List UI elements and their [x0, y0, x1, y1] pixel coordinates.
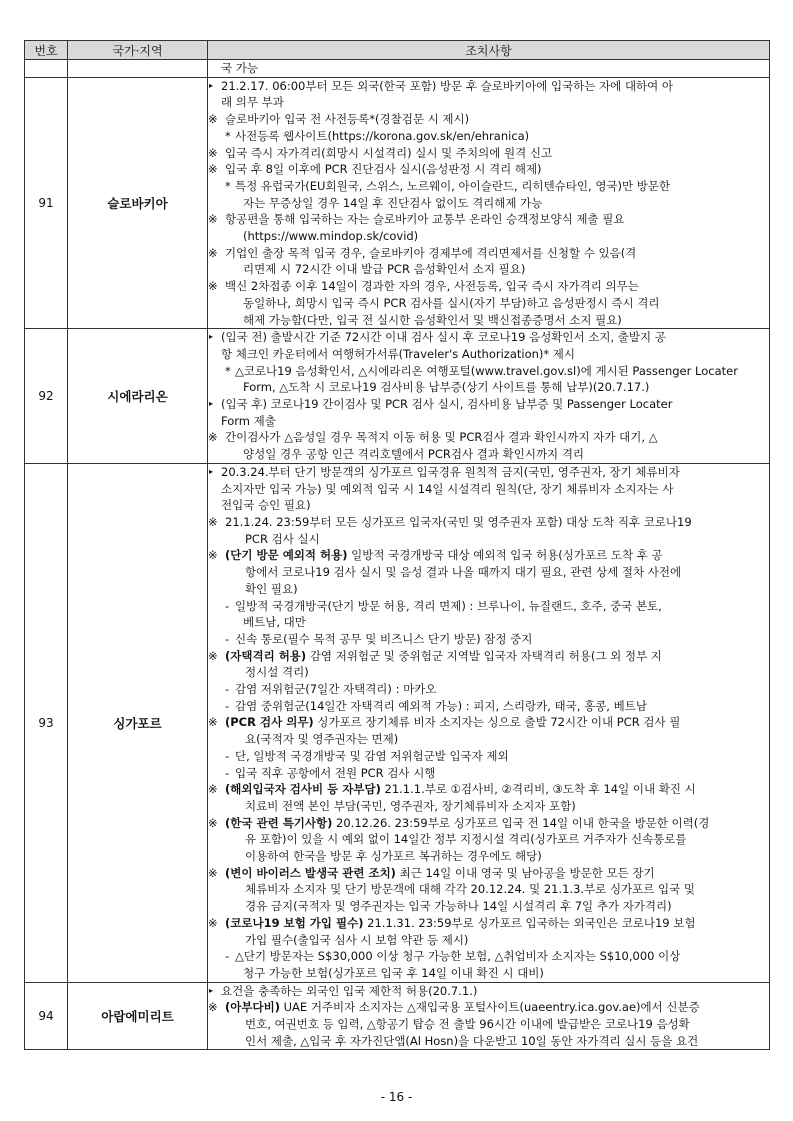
measure-text: (https://www.mindop.sk/covid): [243, 229, 419, 244]
dash-mark-icon: -: [225, 698, 230, 713]
measure-text: 감염 중위험군(14일간 자택격리 예외적 가능) : 피지, 스리랑카, 태국, 홍콩, 베트남: [235, 698, 647, 713]
measure-text: 입국 후 8일 이후에 PCR 진단검사 실시(음성판정 시 격리 해제): [225, 162, 542, 177]
measure-text: 신속 통로(필수 목적 공무 및 비즈니스 단기 방문) 잠정 중지: [235, 631, 533, 646]
row-number: 94: [25, 982, 68, 1050]
dash-mark-icon: -: [225, 598, 230, 613]
measure-text: (입국 후) 코로나19 간이검사 및 PCR 검사 실시, 검사비용 납부증 및 Passenger Locater: [221, 397, 673, 412]
bold-heading: (아부다비): [225, 1000, 280, 1015]
measure-text: 백신 2차접종 이후 14일이 경과한 자의 경우, 사전등록, 입국 즉시 자가격리 의무는: [225, 279, 639, 294]
measure-text: 자는 무증상일 경우 14일 후 진단검사 없이도 격리해제 가능: [243, 195, 543, 210]
reference-mark-icon: ※: [208, 548, 218, 563]
measure-text: 21.2.17. 06:00부터 모든 외국(한국 포함) 방문 후 슬로바키아에 입국하는 자에 대하여 아: [221, 78, 674, 93]
bold-heading: (자택격리 허용): [225, 648, 307, 663]
asterisk-mark-icon: *: [225, 178, 231, 193]
measure-text: 항공편을 통해 입국하는 자는 슬로바키아 교통부 온라인 승객정보양식 제출 필요: [225, 212, 625, 227]
reference-mark-icon: ※: [208, 514, 218, 529]
measure-text: 청구 가능한 보험(싱가포르 입국 후 14일 이내 확진 시 대비): [243, 965, 544, 980]
triangle-bullet-icon: ▸: [209, 466, 214, 476]
country-name: 아랍에미리트: [68, 982, 208, 1050]
triangle-bullet-icon: ▸: [209, 80, 214, 90]
measures-table: [24, 40, 770, 1050]
dash-mark-icon: -: [225, 748, 230, 763]
row-number: 91: [25, 77, 68, 329]
measure-text: 21.1.31. 23:59부로 싱가포르 입국하는 외국인은 코로나19 보험: [363, 915, 696, 930]
measure-text: (입국 전) 출발시간 기준 72시간 이내 검사 실시 후 코로나19 음성확인서 소지, 출발지 공: [221, 330, 666, 345]
measure-text: 사전등록 웹사이트(https://korona.gov.sk/en/ehranica): [235, 128, 530, 143]
measures-cell: [208, 463, 770, 982]
measure-text: 동일하나, 희망시 입국 즉시 PCR 검사를 실시(자기 부담)하고 음성판정시 즉시 격리: [243, 295, 660, 310]
measure-text: 감염 저위험군 및 중위험군 지역발 입국자 자택격리 허용(그 외 정부 지: [306, 648, 662, 663]
page-number: - 16 -: [380, 1090, 413, 1104]
measure-text: 21.1.24. 23:59부터 모든 싱가포르 입국자(국민 및 영주권자 포함) 대상 도착 직후 코로나19: [225, 514, 692, 529]
reference-mark-icon: ※: [208, 279, 218, 294]
measure-text: PCR 검사 실시: [245, 531, 320, 546]
measure-text: 단, 일방적 국경개방국 및 감염 저위험군발 입국자 제외: [235, 748, 509, 763]
dash-mark-icon: -: [225, 631, 230, 646]
reference-mark-icon: ※: [208, 915, 218, 930]
reference-mark-icon: ※: [208, 1000, 218, 1015]
reference-mark-icon: ※: [208, 112, 218, 127]
measure-text: 감염 저위험군(7일간 자택격리) : 마카오: [235, 682, 437, 697]
table-row: [25, 77, 770, 329]
measures-cell: [208, 329, 770, 464]
reference-mark-icon: ※: [208, 245, 218, 260]
measure-text: 항에서 코로나19 검사 실시 및 음성 결과 나올 때까지 대기 필요, 관련 상세 절차 사전에: [245, 565, 682, 580]
measure-text: 간이검사가 △음성일 경우 목적지 이동 허용 및 PCR검사 결과 확인시까지 자가 대기, △: [225, 430, 658, 445]
measure-text: 리면제 시 72시간 이내 발급 PCR 음성확인서 소지 필요): [243, 262, 526, 277]
measure-text: 정시설 격리): [245, 665, 309, 680]
measure-text: 21.1.1.부로 ①검사비, ②격리비, ③도착 후 14일 이내 확진 시: [380, 782, 696, 797]
measure-text: Form, △도착 시 코로나19 검사비용 납부증(상기 사이트를 통해 납부)(20.7.17.): [243, 380, 650, 395]
measure-text: △단기 방문자는 S$30,000 이상 청구 가능한 보험, △취업비자 소지자는 S$10,000 이상: [235, 949, 681, 964]
reference-mark-icon: ※: [208, 145, 218, 160]
reference-mark-icon: ※: [208, 782, 218, 797]
measure-text: 확인 필요): [245, 581, 298, 596]
table-row: [25, 463, 770, 982]
measure-text: 싱가포르 장기체류 비자 소지자는 싱으로 출발 72시간 이내 PCR 검사 필: [313, 715, 681, 730]
bold-heading: (PCR 검사 의무): [225, 715, 314, 730]
dash-mark-icon: -: [225, 765, 230, 780]
measure-text: 체류비자 소지자 및 단기 방문객에 대해 각각 20.12.24. 및 21.1.3.부로 싱가포르 입국 및: [245, 882, 696, 897]
bold-heading: (변이 바이러스 발생국 관련 조치): [225, 865, 396, 880]
bold-heading: (단기 방문 예외적 허용): [225, 548, 348, 563]
bold-heading: (해외입국자 검사비 등 자부담): [225, 782, 381, 797]
measure-text: Form 제출: [221, 413, 276, 428]
measure-text: 입국 즉시 자가격리(희망시 시설격리) 실시 및 주치의에 원격 신고: [225, 145, 553, 160]
measure-text: 입국 직후 공항에서 전원 PCR 검사 시행: [235, 765, 436, 780]
measure-text: 해제 가능함(다만, 입국 전 실시한 음성확인서 및 백신접종증명서 소지 필요): [243, 312, 622, 327]
asterisk-mark-icon: *: [225, 363, 231, 378]
dash-mark-icon: -: [225, 682, 230, 697]
bold-heading: (한국 관련 특기사항): [225, 815, 333, 830]
measure-text: 요건을 충족하는 외국인 입국 제한적 허용(20.7.1.): [221, 983, 478, 998]
measure-text: 20.12.26. 23:59부로 싱가포르 입국 전 14일 이내 한국을 방문한 이력(경: [332, 815, 710, 830]
measure-text: 유 포함)이 있을 시 예외 없이 14일간 정부 지정시설 격리(싱가포르 거주자가 신속통로를: [245, 832, 687, 847]
measure-text: △코로나19 음성확인서, △시에라리온 여행포털(www.travel.gov.sl)에 게시된 Passenger Locater: [235, 363, 738, 378]
measure-text: 경유 금지(국적자 및 영주권자는 입국 가능하나 14일 시설격리 후 7일 추가 자가격리): [245, 899, 672, 914]
measures-cell: [208, 77, 770, 329]
measure-text: 최근 14일 이내 영국 및 남아공을 방문한 모든 장기: [395, 865, 655, 880]
reference-mark-icon: ※: [208, 815, 218, 830]
measure-text: UAE 거주비자 소지자는 △재입국용 포털사이트(uaeentry.ica.gov.ae)에서 신분증: [279, 1000, 700, 1015]
triangle-bullet-icon: ▸: [209, 332, 214, 342]
measure-text: 일방적 국경개방국(단기 방문 허용, 격리 면제) : 브루나이, 뉴질랜드, 호주, 중국 본토,: [235, 598, 662, 613]
measure-text: 번호, 여권번호 등 입력, △항공기 탑승 전 출발 96시간 이내에 발급받은 코로나19 음성확: [245, 1017, 690, 1032]
triangle-bullet-icon: ▸: [209, 399, 214, 409]
row-number: 93: [25, 463, 68, 982]
row-number: 92: [25, 329, 68, 464]
measures-cell: [208, 982, 770, 1050]
table-row: [25, 329, 770, 464]
measure-text: 슬로바키아 입국 전 사전등록*(경찰검문 시 제시): [225, 112, 470, 127]
dash-mark-icon: -: [225, 949, 230, 964]
asterisk-mark-icon: *: [225, 128, 231, 143]
carryover-text: 국 가능: [221, 61, 258, 75]
bold-heading: (코로나19 보험 가입 필수): [225, 915, 364, 930]
reference-mark-icon: ※: [208, 648, 218, 663]
country-name: 슬로바키아: [68, 77, 208, 329]
measure-text: 전입국 승인 필요): [221, 498, 311, 513]
measure-text: 20.3.24.부터 단기 방문객의 싱가포르 입국경유 원칙적 금지(국민, 영주권자, 장기 체류비자: [221, 464, 680, 479]
measure-text: 양성일 경우 공항 인근 격리호텔에서 PCR검사 결과 확인시까지 격리: [243, 447, 585, 462]
country-name: 싱가포르: [68, 463, 208, 982]
reference-mark-icon: ※: [208, 162, 218, 177]
measure-text: 이용하여 한국을 방문 후 싱가포르 복귀하는 경우에도 해당): [245, 849, 542, 864]
country-name: 시에라리온: [68, 329, 208, 464]
measure-text: 치료비 전액 본인 부담(국민, 영주권자, 장기체류비자 소지자 포함): [245, 798, 576, 813]
header-country: 국가·지역: [68, 41, 208, 60]
measure-text: 항 체크인 카운터에서 여행허가서류(Traveler's Authorization)* 제시: [221, 346, 576, 361]
reference-mark-icon: ※: [208, 715, 218, 730]
table-row: [25, 982, 770, 1050]
measure-text: 기업인 출장 목적 입국 경우, 슬로바키아 경제부에 격리면제서를 신청할 수 있음(격: [225, 245, 637, 260]
header-number: 번호: [25, 41, 68, 60]
measure-text: 요(국적자 및 영주권자는 면제): [245, 732, 399, 747]
measure-text: 특정 유럽국가(EU회원국, 스위스, 노르웨이, 아이슬란드, 리히텐슈타인, 영국)만 방문한: [235, 178, 671, 193]
reference-mark-icon: ※: [208, 430, 218, 445]
reference-mark-icon: ※: [208, 865, 218, 880]
header-measures: 조치사항: [208, 41, 770, 60]
measure-text: 베트남, 대만: [243, 615, 306, 630]
measure-text: 가입 필수(출입국 심사 시 보험 약관 등 제시): [245, 932, 469, 947]
table-header-row: [25, 41, 770, 60]
measure-text: 일방적 국경개방국 대상 예외적 입국 허용(싱가포르 도착 후 공: [347, 548, 663, 563]
reference-mark-icon: ※: [208, 212, 218, 227]
triangle-bullet-icon: ▸: [209, 985, 214, 995]
carryover-row: [25, 60, 770, 78]
measure-text: 소지자만 입국 가능) 및 예외적 입국 시 14일 시설격리 원칙(단, 장기 체류비자 소지자는 사: [221, 481, 674, 496]
measure-text: 인서 제출, △입국 후 자가진단앱(Al Hosn)을 다운받고 10일 동안 자가격리 실시 등을 요건: [245, 1033, 699, 1048]
measure-text: 래 의무 부과: [221, 95, 284, 110]
